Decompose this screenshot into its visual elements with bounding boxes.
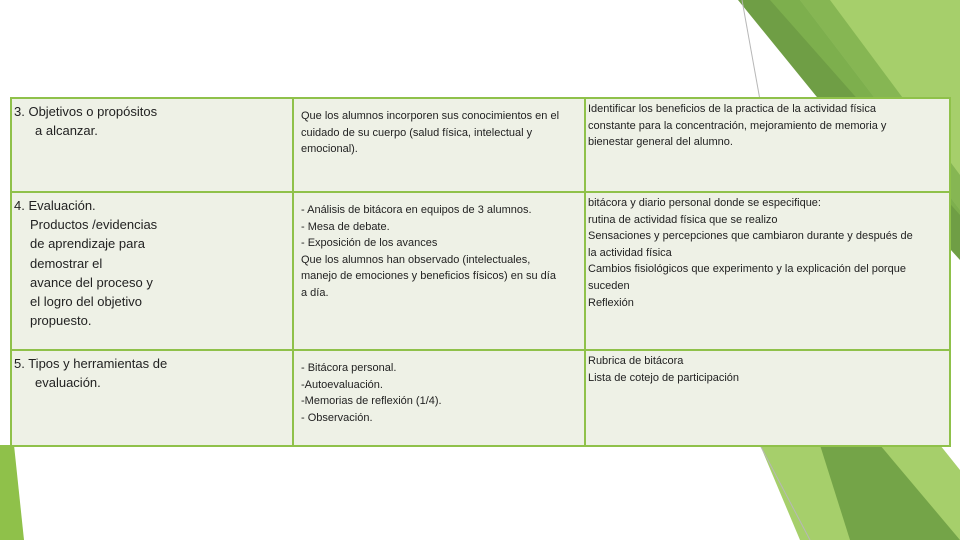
cell-line: constante para la concentración, mejoramiento de memoria y [588, 119, 887, 132]
cell-line: Cambios fisiológicos que experimento y la explicación del porque [588, 263, 906, 276]
cell-line: -Autoevaluación. [301, 378, 383, 391]
left-shard [0, 445, 24, 540]
cell-line: Reflexión [588, 296, 634, 309]
cell-line: manejo de emociones y beneficios físicos) en su día [301, 270, 556, 283]
cell-line: -Memorias de reflexión (1/4). [301, 395, 442, 408]
cell-line: propuesto. [30, 313, 92, 329]
objectives-description [293, 98, 585, 192]
cell-line: - Exposición de los avances [301, 237, 438, 250]
cell-line: - Bitácora personal. [301, 362, 397, 374]
cell-line: Sensaciones y percepciones que cambiaron durante y después de [588, 230, 913, 243]
cell-line: bienestar general del alumno. [588, 136, 733, 149]
row-heading-tools [11, 350, 293, 446]
objectives-detail [585, 98, 950, 192]
cell-line: Identificar los beneficios de la practica de la actividad física [588, 103, 876, 115]
cell-line: Lista de cotejo de participación [588, 371, 740, 384]
cell-line: emocional). [301, 143, 358, 156]
cell-line: a día. [301, 286, 329, 299]
evaluation-evidence [585, 192, 950, 350]
cell-line: - Mesa de debate. [301, 220, 390, 233]
cell-line: Que los alumnos incorporen sus conocimientos en el [301, 110, 560, 122]
cell-line: avance del proceso y [30, 274, 153, 290]
cell-line: el logro del objetivo [30, 294, 143, 310]
cell-line: rutina de actividad física que se realizo [588, 213, 778, 226]
cell-line: 4. Evaluación. [14, 198, 96, 213]
cell-line: demostrar el [30, 255, 103, 271]
table-row [11, 98, 950, 192]
table-row [11, 192, 950, 350]
cell-line: Que los alumnos han observado (intelectuales, [301, 253, 531, 266]
cell-line: Productos /evidencias [30, 217, 158, 233]
cell-line: - Observación. [301, 411, 373, 424]
table-row [11, 350, 950, 446]
cell-line: Rubrica de bitácora [588, 355, 684, 367]
tools-instruments [585, 350, 950, 446]
evaluation-activities [293, 192, 585, 350]
cell-line: la actividad física [588, 246, 672, 259]
cell-line: 5. Tipos y herramientas de [14, 356, 168, 371]
tools-list [293, 350, 585, 446]
row-heading-evaluation [11, 192, 293, 350]
row-heading-objectives [11, 98, 293, 192]
evaluation-table [10, 97, 951, 447]
cell-line: suceden [588, 279, 630, 292]
cell-line: bitácora y diario personal donde se especifique: [588, 197, 821, 209]
cell-line: evaluación. [35, 375, 101, 391]
cell-line: a alcanzar. [35, 123, 98, 139]
cell-line: de aprendizaje para [30, 236, 145, 252]
cell-line: - Análisis de bitácora en equipos de 3 alumnos. [301, 204, 532, 216]
cell-line: 3. Objetivos o propósitos [14, 104, 158, 119]
cell-line: cuidado de su cuerpo (salud física, intelectual y [301, 126, 533, 139]
